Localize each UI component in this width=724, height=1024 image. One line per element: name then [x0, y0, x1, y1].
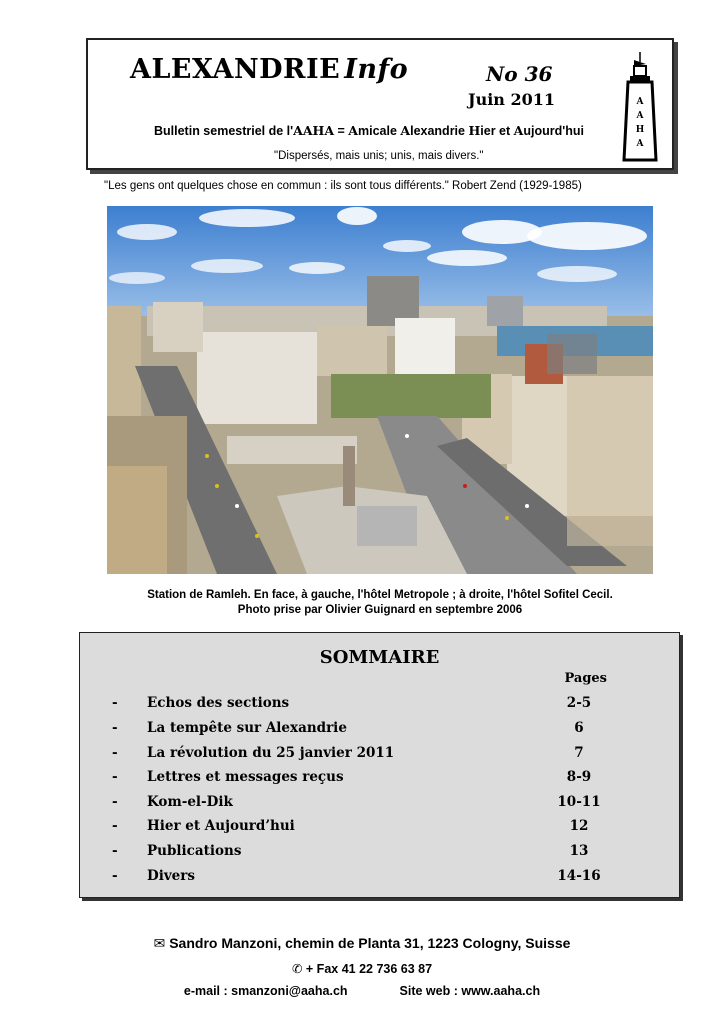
title-main: ALEXANDRIE	[130, 54, 341, 85]
contact-web-line	[0, 984, 724, 998]
newsletter-title	[130, 54, 408, 85]
toc-row	[80, 818, 679, 838]
photo-caption	[107, 588, 653, 618]
contact-website[interactable]: Site web : www.aaha.ch	[399, 984, 541, 998]
toc-title: SOMMAIRE	[319, 647, 440, 668]
toc-bullet: -	[112, 868, 118, 884]
toc-row	[80, 695, 679, 715]
masthead	[86, 38, 674, 170]
cover-photo	[107, 206, 653, 574]
toc-label: Hier et Aujourd’hui	[147, 818, 295, 834]
table-of-contents	[79, 632, 680, 898]
toc-bullet: -	[112, 745, 118, 761]
bulletin-a1: A	[348, 123, 358, 138]
envelope-icon: ✉	[153, 936, 166, 952]
issue-number: No 36	[486, 62, 553, 86]
title-suffix: Info	[344, 54, 409, 85]
toc-row	[80, 769, 679, 789]
bulletin-w4: ujourd'hui	[523, 124, 584, 138]
toc-bullet: -	[112, 818, 118, 834]
bulletin-line	[154, 123, 584, 138]
bulletin-w2: lexandrie	[410, 124, 469, 138]
logo-letter: H	[635, 125, 645, 135]
toc-pages: 2-5	[566, 695, 592, 711]
contact-phone-line	[0, 961, 724, 976]
toc-bullet: -	[112, 794, 118, 810]
bulletin-eq: =	[334, 124, 349, 138]
toc-row	[80, 745, 679, 765]
toc-pages: 14-16	[557, 868, 601, 884]
toc-pages: 10-11	[557, 794, 601, 810]
bulletin-org: AAHA	[293, 123, 335, 138]
toc-pages: 12	[569, 818, 589, 834]
toc-label: Echos des sections	[147, 695, 290, 711]
bulletin-a2: A	[400, 123, 411, 138]
caption-line-2: Photo prise par Olivier Guignard en septembre 2006	[237, 604, 523, 616]
toc-bullet: -	[112, 843, 118, 859]
epigraph-quote: "Les gens ont quelques chose en commun : ils sont tous différents." Robert Zend (1929-1985)	[104, 180, 582, 192]
motto: "Dispersés, mais unis; unis, mais divers."	[274, 150, 484, 162]
toc-label: Lettres et messages reçus	[147, 769, 344, 785]
toc-pages: 7	[574, 745, 584, 761]
phone-icon: ✆	[291, 961, 303, 976]
toc-label: Publications	[147, 843, 242, 859]
toc-label: Divers	[147, 868, 195, 884]
bulletin-w1: micale	[358, 124, 401, 138]
logo-letter: A	[636, 139, 644, 149]
toc-label: La tempête sur Alexandrie	[147, 720, 347, 736]
contact-email[interactable]: e-mail : smanzoni@aaha.ch	[183, 984, 348, 998]
bulletin-w3: ier et	[480, 124, 514, 138]
contact-phone: + Fax 41 22 736 63 87	[305, 962, 433, 976]
bulletin-prefix: Bulletin semestriel de l'	[154, 124, 294, 138]
issue-date: Juin 2011	[468, 90, 556, 109]
contact-address: Sandro Manzoni, chemin de Planta 31, 1223 Cologny, Suisse	[169, 935, 571, 951]
toc-bullet: -	[112, 720, 118, 736]
logo-letter: A	[636, 97, 644, 107]
toc-pages: 13	[569, 843, 589, 859]
toc-label: La révolution du 25 janvier 2011	[147, 745, 395, 761]
caption-line-1: Station de Ramleh. En face, à gauche, l'hôtel Metropole ; à droite, l'hôtel Sofitel Cecil.	[147, 589, 613, 601]
toc-row	[80, 720, 679, 740]
bulletin-h: H	[468, 123, 481, 138]
bulletin-a3: A	[513, 123, 524, 138]
toc-row	[80, 794, 679, 814]
toc-pages: 8-9	[566, 769, 592, 785]
logo-letter: A	[636, 111, 644, 121]
toc-label: Kom-el-Dik	[147, 794, 233, 810]
toc-row	[80, 843, 679, 863]
toc-bullet: -	[112, 695, 118, 711]
contact-address-line	[0, 935, 724, 952]
lighthouse-logo	[620, 52, 660, 164]
toc-pages: 6	[574, 720, 584, 736]
toc-pages-header: Pages	[564, 671, 607, 686]
toc-bullet: -	[112, 769, 118, 785]
toc-row	[80, 868, 679, 888]
